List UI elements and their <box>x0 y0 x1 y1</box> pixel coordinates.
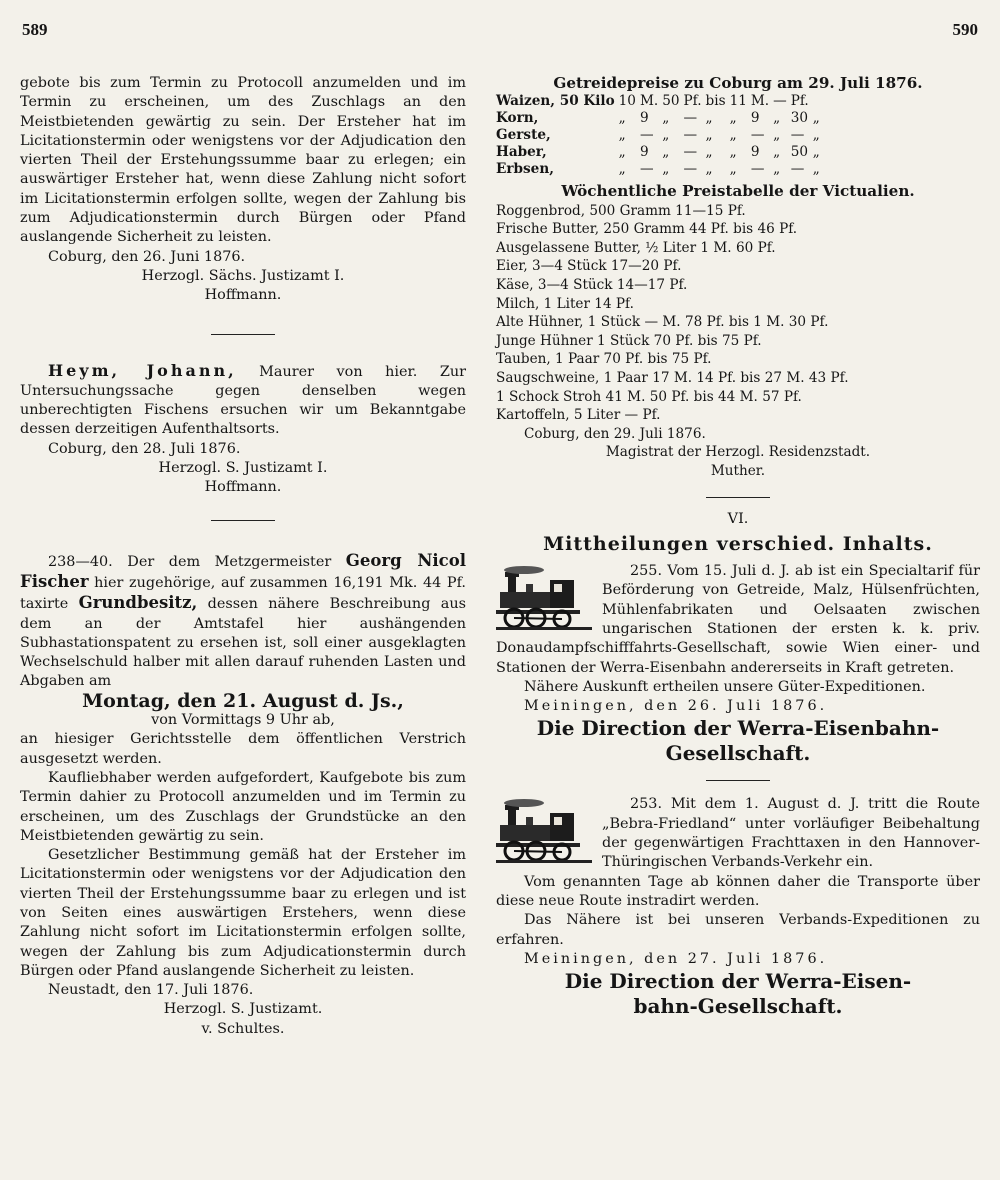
notice-date: Coburg, den 26. Juni 1876. <box>48 248 246 265</box>
page-number-left: 589 <box>22 20 48 39</box>
fischer-signer: v. Schultes. <box>201 1020 285 1037</box>
grain-cell: — <box>683 161 698 178</box>
grain-cell: „ <box>662 161 670 178</box>
grain-cell: M. <box>639 93 659 110</box>
section-number: VI. <box>727 510 749 527</box>
grain-cell: 10 <box>618 93 636 110</box>
fischer-name: Georg Nicol Fischer <box>20 550 466 591</box>
notice-255 <box>496 562 980 766</box>
notice-253-date: Meiningen, den 27. Juli 1876. <box>524 950 828 967</box>
grain-cell: „ <box>618 144 626 161</box>
grain-cell: „ <box>618 127 626 144</box>
auction-time: von Vormittags 9 Uhr ab, <box>151 712 335 729</box>
notice-court: Herzogl. Sächs. Justizamt I. <box>141 267 345 284</box>
locomotive-icon <box>496 566 592 630</box>
grain-cell: „ <box>773 110 781 127</box>
heym-text: Maurer von hier. Zur Untersuchungssache gegen denselben wegen unberechtigten Fischens ersuchen wir um Bekanntgabe dessen derzeitigen Aufenthaltsorts. <box>20 363 466 438</box>
grain-cell: 50 <box>662 93 680 110</box>
grain-cell: 9 <box>639 144 649 161</box>
grain-cell: 50 <box>790 144 809 161</box>
grain-cell: „ <box>812 110 820 127</box>
heym-date: Coburg, den 28. Juli 1876. <box>48 440 241 457</box>
grain-cell: Pf. <box>790 93 809 110</box>
grain-cell: — <box>790 161 805 178</box>
grain-prices-heading: Getreidepreise zu Coburg am 29. Juli 1876. <box>553 74 923 92</box>
victuals-heading: Wöchentliche Preistabelle der Victualien. <box>561 182 915 201</box>
victual-item: Eier, 3—4 Stück 17—20 Pf. <box>496 258 682 275</box>
victual-signer: Muther. <box>710 462 766 479</box>
notice-253-sig-1: Die Direction der Werra-Eisen- <box>564 969 912 994</box>
grain-name: Haber, <box>496 144 547 161</box>
fischer-grundbesitz: Grundbesitz, <box>78 593 198 613</box>
grain-cell: 9 <box>639 110 649 127</box>
grain-cell: „ <box>705 127 713 144</box>
heym-court: Herzogl. S. Justizamt I. <box>158 460 328 477</box>
grain-cell: — <box>639 127 654 144</box>
auction-place: an hiesiger Gerichtsstelle dem öffentlichen Verstrich ausgesetzt werden. <box>20 731 466 767</box>
auction-date: Montag, den 21. August d. Js., <box>82 689 404 712</box>
fischer-text-2: hier zugehörige, auf zusammen 16,191 Mk. 44 Pf. taxirte <box>20 574 466 613</box>
victual-item: Saugschweine, 1 Paar 17 M. 14 Pf. bis 27 M. 43 Pf. <box>496 369 849 386</box>
divider <box>211 334 275 335</box>
victual-item: Ausgelassene Butter, ½ Liter 1 M. 60 Pf. <box>496 239 776 256</box>
section-title: Mittheilungen verschied. Inhalts. <box>543 532 933 555</box>
grain-cell: 9 <box>750 110 760 127</box>
right-column <box>496 74 980 1019</box>
notice-253 <box>496 795 980 1019</box>
heym-notice <box>20 361 466 440</box>
notice-255-text: 255. Vom 15. Juli d. J. ab ist ein Specialtarif für Beförderung von Getreide, Malz, Hülsenfrüchten, Mühlenfabrikaten und Oelsaaten zwischen ungarischen Stationen der ersten k. k. priv. Donaudampfschifffahrts-Gesellschaft, sowie Wien einer- und Stationen der Werra-Eisenbahn andererseits in Kraft getreten. <box>496 563 980 676</box>
fischer-date: Neustadt, den 17. Juli 1876. <box>48 982 254 999</box>
notice-253-p3: Das Nähere ist bei unseren Verbands-Expeditionen zu erfahren. <box>496 912 980 948</box>
grain-name: Erbsen, <box>496 161 554 178</box>
auction-notice-end: gebote bis zum Termin zu Protocoll anzumelden und im Termin zu erscheinen, um des Zuschlags an den Meistbietenden gewärtig zu sein. Der Ersteher hat im Licitationstermin oder wenigstens vor der Adjudication den vierten Theil der Erstehungssumme baar zu erlegen; ein auswärtiger Ersteher hat, wenn diese Zahlung nicht sofort im Licitationstermin erfolgen sollte, wegen der Zahlung bis zum Adjudicationstermin durch Bürgen oder Pfand auslangende Sicherheit zu leisten. <box>20 75 466 246</box>
grain-cell: — <box>773 93 787 110</box>
grain-cell: „ <box>618 110 626 127</box>
notice-255-sig-1: Die Direction der Werra-Eisenbahn- <box>536 716 940 741</box>
fischer-court: Herzogl. S. Justizamt. <box>163 1001 323 1018</box>
fischer-text-3: dessen nähere Beschreibung aus dem an der Amtstafel hier aushängenden Subhastationspatent zu ersehen ist, soll einer ausgeklagten Wechselschuld halber mit allen darauf ruhenden Lasten und Abgaben am <box>20 596 466 690</box>
victual-item: Tauben, 1 Paar 70 Pf. bis 75 Pf. <box>496 351 712 368</box>
grain-cell: „ <box>812 127 820 144</box>
grain-cell: „ <box>662 144 670 161</box>
victual-item: Frische Butter, 250 Gramm 44 Pf. bis 46 Pf. <box>496 221 798 238</box>
grain-row <box>496 144 824 161</box>
grain-cell: „ <box>812 144 820 161</box>
grain-cell: „ <box>618 161 626 178</box>
victuals-list <box>496 202 980 425</box>
legal-paragraph: Gesetzlicher Bestimmung gemäß hat der Ersteher im Licitationstermin oder wenigstens vor der Adjudication den vierten Theil der Erstehungssumme baar zu erlegen und ist von Seiten eines auswärtigen Erstehers, wenn diese Zahlung nicht sofort im Licitationstermin erfolgen sollte, wegen der Zahlung bis zum Adjudicationstermin durch Bürgen oder Pfand auslangende Sicherheit zu leisten. <box>20 847 466 979</box>
page-number-right: 590 <box>952 20 978 39</box>
grain-cell: — <box>683 144 698 161</box>
grain-row <box>496 161 824 178</box>
divider <box>706 780 770 781</box>
victual-item: Käse, 3—4 Stück 14—17 Pf. <box>496 276 688 293</box>
grain-cell: „ <box>729 161 737 178</box>
grain-cell: „ <box>705 144 713 161</box>
grain-name: Waizen, 50 Kilo <box>496 93 615 110</box>
grain-cell: „ <box>705 161 713 178</box>
victual-item: Kartoffeln, 5 Liter — Pf. <box>496 407 661 424</box>
grain-cell: — <box>790 127 805 144</box>
heym-signer: Hoffmann. <box>204 479 282 496</box>
notice-255-date: Meiningen, den 26. Juli 1876. <box>524 698 828 715</box>
grain-cell: „ <box>773 161 781 178</box>
left-column <box>20 74 466 1039</box>
grain-prices-table <box>496 93 824 178</box>
grain-cell: — <box>683 127 698 144</box>
grain-cell: „ <box>729 144 737 161</box>
grain-cell: 9 <box>750 144 760 161</box>
victual-item: 1 Schock Stroh 41 M. 50 Pf. bis 44 M. 57 Pf. <box>496 388 802 405</box>
grain-cell: „ <box>729 127 737 144</box>
victual-issuer: Magistrat der Herzogl. Residenzstadt. <box>605 444 871 461</box>
grain-cell: „ <box>705 110 713 127</box>
notice-signer: Hoffmann. <box>204 287 282 304</box>
victual-item: Roggenbrod, 500 Gramm 11—15 Pf. <box>496 202 746 219</box>
notice-255-p2: Nähere Auskunft ertheilen unsere Güter-Expeditionen. <box>524 678 926 695</box>
fischer-notice <box>20 551 466 692</box>
grain-cell: „ <box>773 127 781 144</box>
grain-cell: 30 <box>790 110 809 127</box>
victual-item: Junge Hühner 1 Stück 70 Pf. bis 75 Pf. <box>496 332 762 349</box>
grain-cell: — <box>750 161 765 178</box>
fischer-text-1: 238—40. Der dem Metzgermeister <box>48 553 346 570</box>
grain-cell: bis <box>705 93 726 110</box>
grain-cell: „ <box>729 110 737 127</box>
grain-cell: „ <box>662 127 670 144</box>
grain-cell: — <box>639 161 654 178</box>
grain-row <box>496 93 824 110</box>
victual-date: Coburg, den 29. Juli 1876. <box>524 425 706 442</box>
notice-253-text: 253. Mit dem 1. August d. J. tritt die Route „Bebra-Friedland“ unter vorläufiger Beibehaltung der gegenwärtigen Frachttaxen in den Hannover-Thüringischen Verbands-Verkehr ein. <box>602 796 980 871</box>
grain-cell: 11 <box>729 93 747 110</box>
grain-cell: „ <box>812 161 820 178</box>
grain-name: Gerste, <box>496 127 551 144</box>
divider <box>211 520 275 521</box>
grain-cell: „ <box>773 144 781 161</box>
victual-item: Milch, 1 Liter 14 Pf. <box>496 295 634 312</box>
grain-cell: — <box>683 110 698 127</box>
notice-255-sig-2: Gesellschaft. <box>665 741 811 766</box>
notice-253-p2: Vom genannten Tage ab können daher die Transporte über diese neue Route instradirt werden. <box>496 873 980 909</box>
grain-cell: Pf. <box>683 93 702 110</box>
grain-row <box>496 110 824 127</box>
grain-cell: „ <box>662 110 670 127</box>
divider <box>706 497 770 498</box>
grain-name: Korn, <box>496 110 539 127</box>
buyers-paragraph: Kaufliebhaber werden aufgefordert, Kaufgebote bis zum Termin dahier zu Protocoll anzumelden und im Termin zu erscheinen, um des Zuschlags der Grundstücke an den Meistbietenden gewärtig zu sein. <box>20 769 466 844</box>
heym-name: Heym, Johann, <box>48 360 237 380</box>
grain-cell: M. <box>750 93 770 110</box>
grain-row <box>496 127 824 144</box>
grain-cell: — <box>750 127 765 144</box>
notice-253-sig-2: bahn-Gesellschaft. <box>633 994 843 1019</box>
locomotive-icon <box>496 799 592 863</box>
victual-item: Alte Hühner, 1 Stück — M. 78 Pf. bis 1 M. 30 Pf. <box>496 314 829 331</box>
